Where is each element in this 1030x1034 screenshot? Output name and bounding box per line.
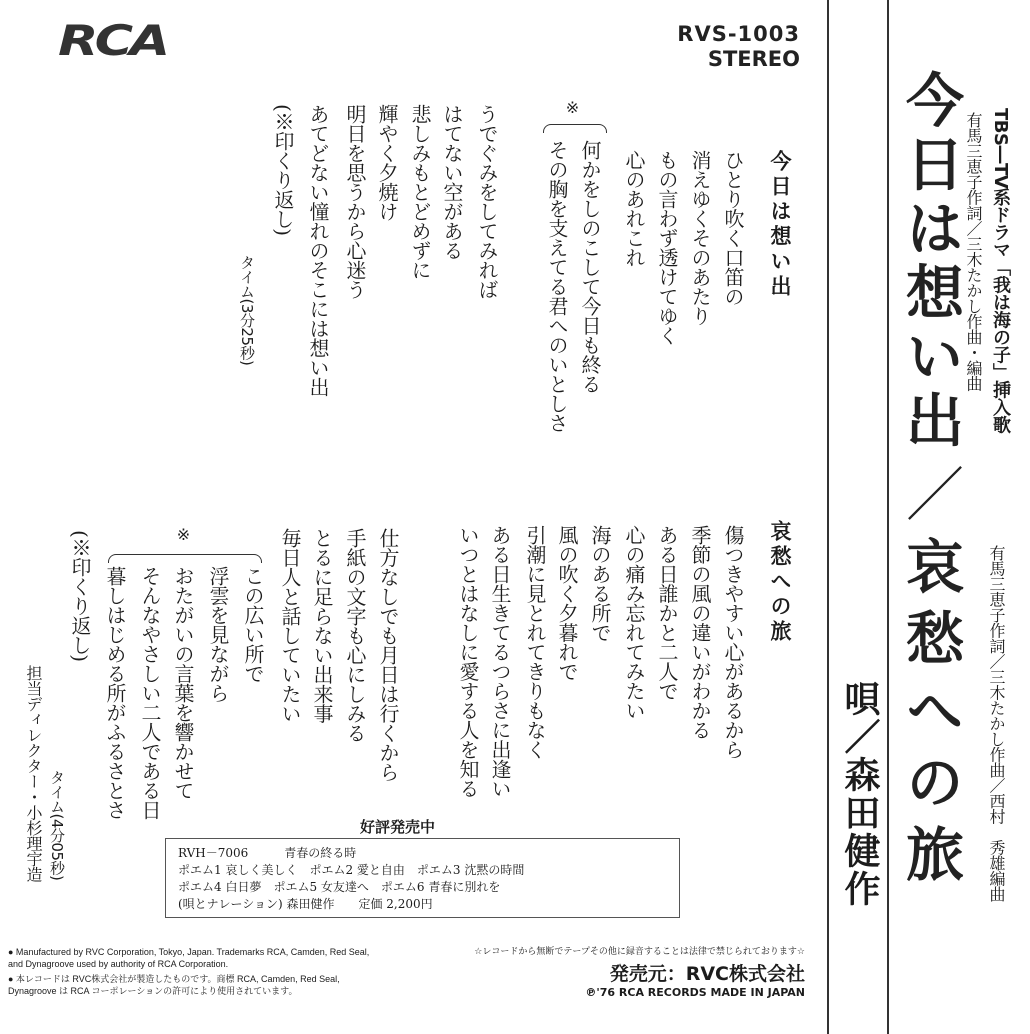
lyric-line: うでぐみをしてみれば — [475, 104, 499, 299]
lyric-line: ある日誰かと二人で — [655, 525, 679, 701]
lyric-line: 輝やく夕焼け — [375, 104, 399, 221]
promo-line: ポエム1 哀しく美しく ポエム2 愛と自由 ポエム3 沈黙の時間 — [178, 863, 525, 877]
lyric-line: いつとはなしに愛する人を知る — [456, 525, 480, 798]
promo-heading: 好評発売中 — [356, 818, 439, 836]
lyric-line: 心のあれこれ — [622, 150, 646, 267]
lyric-line: 海のある所で — [588, 525, 612, 642]
chorus-mark: ※ — [174, 525, 193, 544]
publisher: 発売元：RVC株式会社 — [609, 963, 805, 985]
note-english: ● Manufactured by RVC Corporation, Tokyo, Japan. Trademarks RCA, Camden, Red Seal, and Dynagroove used by authority of RCA Corporation. — [8, 947, 370, 969]
rca-logo: RCA — [58, 16, 167, 65]
lyric-line: 引潮に見とれてきりもなく — [523, 525, 547, 759]
lyric-line: 傷つきやすい心があるから — [721, 525, 745, 759]
song2-title: 哀愁への旅 — [768, 520, 793, 645]
chorus-line: 浮雲を見ながら — [206, 566, 230, 703]
chorus-mark: ※ — [563, 98, 582, 117]
lyric-line: 悲しみもとどめずに — [408, 104, 432, 280]
chorus-line: 何かをしのこして今日も終る — [578, 140, 602, 394]
chorus-line: 暮しはじめる所がふるさとさ — [103, 566, 127, 820]
lyric-line: 仕方なしでも月日は行くから — [376, 528, 400, 782]
main-title-1: 今日は想い出 — [896, 70, 964, 454]
singer-credit: 唄／森田健作 — [839, 680, 880, 908]
lyric-line: 消えゆくそのあたり — [688, 150, 712, 326]
repeat-note: (※印くり返し) — [271, 104, 295, 236]
chorus-brace — [543, 124, 607, 133]
note-japanese: ● 本レコードは RVC株式会社が製造したものです。商標 RCA, Camden, Red Seal, Dynagroove は RCA コーポレーションの許可により使用されています。 — [8, 974, 340, 996]
promo-line: (唄とナレーション) 森田健作 定価 2,200円 — [178, 897, 433, 911]
lyric-line: 明日を思うから心迷う — [343, 104, 367, 299]
manufacturer-notes — [8, 946, 378, 1000]
copyright: ℗'76 RCA RECORDS MADE IN JAPAN — [585, 986, 805, 999]
lyric-line: 手紙の文字も心にしみる — [343, 528, 367, 743]
tv-tie-in: TBS―TV系ドラマ「我は海の子」挿入歌 — [990, 108, 1011, 434]
divider-line — [887, 0, 889, 1034]
lyric-line: 風の吹く夕暮れで — [555, 525, 579, 681]
catalog-number: RVS-1003 — [677, 22, 800, 46]
chorus-brace — [108, 554, 262, 563]
song1-credits: 有馬三恵子作詞／三木たかし作曲・編曲 — [964, 112, 983, 391]
lyric-line: 季節の風の違いがわかる — [688, 525, 712, 740]
song1-title: 今日は想い出 — [768, 150, 793, 300]
repeat-note: (※印くり返し) — [68, 530, 92, 662]
chorus-line: その胸を支えてる君へのいとしさ — [545, 140, 569, 433]
director-credit: 担当ディレクター・小杉理宇造 — [24, 665, 43, 882]
song2-credits: 有馬三恵子作詞／三木たかし作曲／西村 秀雄編曲 — [987, 545, 1006, 902]
lyric-line: ひとり吹く口笛の — [721, 150, 745, 306]
song1-time: タイム(3分25秒) — [238, 255, 256, 366]
lyric-line: 心の痛み忘れてみたい — [622, 525, 646, 720]
lyric-line: ある日生きてるつらさに出逢い — [488, 525, 512, 798]
chorus-line: おたがいの言葉を響かせて — [171, 566, 195, 800]
main-title-2: 哀愁への旅 — [896, 536, 964, 896]
copy-warning: ☆レコードから無断でテープその他に録音することは法律で禁じられております☆ — [474, 947, 805, 957]
lyric-line: とるに足らない出来事 — [310, 528, 334, 723]
lyric-line: 毎日人と話していたい — [278, 528, 302, 723]
chorus-line: この広い所で — [241, 566, 265, 683]
stereo-label: STEREO — [707, 47, 800, 71]
promo-line: RVH－7006 青春の終る時 — [178, 846, 357, 860]
chorus-line: そんなやさしい二人である日 — [138, 566, 162, 820]
title-separator: ／ — [896, 464, 964, 522]
lyric-line: あてどない憧れのそこには想い出 — [306, 104, 330, 397]
song2-time: タイム(4分05秒) — [48, 770, 66, 881]
lyric-line: もの言わず透けてゆく — [655, 150, 679, 345]
publisher-block — [474, 944, 805, 999]
lyric-line: はてない空がある — [440, 104, 464, 260]
promo-line: ポエム4 白日夢 ポエム5 女友達へ ポエム6 青春に別れを — [178, 880, 501, 894]
promo-box — [165, 838, 680, 918]
divider-line — [827, 0, 829, 1034]
